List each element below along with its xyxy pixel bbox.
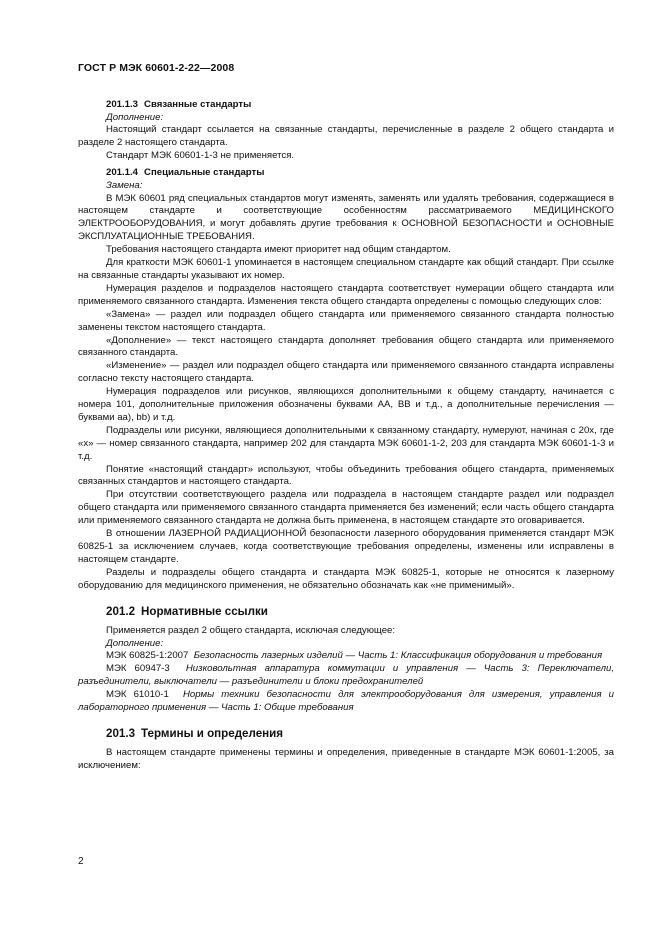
section-heading-201-2 [78, 605, 614, 619]
section-number: 201.2 [106, 604, 136, 618]
amendment-note: Дополнение: [106, 637, 164, 649]
reference-title: Низковольтная аппаратура коммутации и управления — Часть 3: Переключатели, разъединители, выключатели — разъединители и блоки предохранителей [78, 663, 614, 688]
section-heading-201-3 [78, 727, 614, 741]
paragraph: «Изменение» — раздел или подраздел общего стандарта или применяемого связанного стандарта исправлены согласно тексту настоящего стандарта. [78, 360, 614, 385]
paragraph: «Замена» — раздел или подраздел общего стандарта или применяемого связанного стандарта полностью заменены текстом настоящего стандарта. [78, 308, 614, 333]
page-number: 2 [78, 856, 84, 867]
section-title: Термины и определения [141, 726, 284, 740]
subsection-heading-201-1-3 [78, 98, 614, 112]
subsection-number: 201.1.3 [106, 99, 139, 110]
paragraph: Нумерация разделов и подразделов настоящего стандарта соответствует нумерации общего стандарта или применяемого связанного стандарта. Изменения текста общего стандарта определены с помощью следующих слов: [78, 282, 614, 307]
amendment-note: Замена: [106, 179, 143, 191]
normative-reference [78, 663, 614, 689]
amendment-note: Дополнение: [106, 111, 164, 123]
reference-code: МЭК 60947-3 [106, 663, 170, 675]
normative-reference [78, 689, 614, 715]
page-body [78, 98, 614, 773]
paragraph: В отношении ЛАЗЕРНОЙ РАДИАЦИОННОЙ безопасности лазерного оборудования применяется стандарт МЭК 60825-1 за исключением случаев, когда соответствующие требования определены, изменены или исправлены в настоящем стандарте. [78, 528, 614, 565]
paragraph: Понятие «настоящий стандарт» используют, чтобы объединить требования общего стандарта, применяемых связанных стандартов и настоящего стандарта. [78, 463, 614, 488]
reference-code: МЭК 61010-1 [106, 689, 169, 701]
section-number: 201.3 [106, 726, 136, 740]
paragraph: Требования настоящего стандарта имеют приоритет над общим стандартом. [106, 244, 451, 256]
normative-reference [78, 650, 614, 663]
subsection-heading-201-1-4 [78, 166, 614, 180]
paragraph: В настоящем стандарте применены термины и определения, приведенные в стандарте МЭК 60601-1:2005, за исключением: [78, 746, 614, 771]
paragraph: «Дополнение» — текст настоящего стандарта дополняет требования общего стандарта или применяемого связанного стандарта. [78, 334, 614, 359]
paragraph: В МЭК 60601 ряд специальных стандартов могут изменять, заменять или удалять требования, содержащиеся в настоящем стандарте и соответствующие особенностям рассматриваемого МЕДИЦИНСКОГО ЭЛЕКТРООБОРУДОВАНИЯ, и могут добавлять другие требования к ОСНОВНОЙ БЕЗОПАСНОСТИ и ОСНОВНЫЕ ЭКСПЛУАТАЦИОННЫЕ ТРЕБОВАНИЯ. [78, 192, 614, 243]
paragraph: Применяется раздел 2 общего стандарта, исключая следующее: [106, 624, 396, 636]
paragraph: При отсутствии соответствующего раздела или подраздела в настоящем стандарте раздел или подраздел общего стандарта или применяемого связанного стандарта применяется без изменений; если часть общего стандарта или применяемого связанного стандарта не должна быть применена, в настоящем стандарте это оговаривается. [78, 489, 614, 527]
paragraph: Стандарт МЭК 60601-1-3 не применяется. [106, 150, 295, 162]
reference-title: Нормы техники безопасности для электрооборудования для измерения, управления и лабораторного применения — Часть 1: Общие требования [78, 689, 614, 714]
reference-code: МЭК 60825-1:2007 [106, 650, 189, 662]
paragraph: Настоящий стандарт ссылается на связанные стандарты, перечисленные в разделе 2 общего стандарта и разделе 2 настоящего стандарта. [78, 124, 614, 149]
subsection-title: Связанные стандарты [144, 99, 252, 110]
section-title: Нормативные ссылки [141, 604, 268, 618]
paragraph: Подразделы или рисунки, являющиеся дополнительными к связанному стандарту, нумеруют, начиная с 20х, где «х» — номер связанного стандарта, например 202 для стандарта МЭК 60601-1-2, 203 для стандарта МЭК 60601-1-3 и т.д. [78, 424, 614, 462]
paragraph: Для краткости МЭК 60601-1 упоминается в настоящем специальном стандарте как общий стандарт. При ссылке на связанные стандарты указывают их номер. [78, 257, 614, 281]
document-header: ГОСТ Р МЭК 60601-2-22—2008 [78, 62, 235, 74]
subsection-number: 201.1.4 [106, 167, 139, 179]
reference-title: Безопасность лазерных изделий — Часть 1: Классификация оборудования и требования [193, 650, 603, 662]
paragraph: Нумерация подразделов или рисунков, являющихся дополнительными к общему стандарту, начинается с номера 101, дополнительные приложения обозначены буквами АА, ВВ и т.д., а дополнительные перечисления — буквами аа), bb) и т.д. [78, 386, 614, 423]
subsection-title: Специальные стандарты [144, 167, 265, 179]
paragraph: Разделы и подразделы общего стандарта и стандарта МЭК 60825-1, которые не относятся к лазерному оборудованию для медицинского применения, не обязательно обозначать как «не применимый». [78, 566, 614, 591]
